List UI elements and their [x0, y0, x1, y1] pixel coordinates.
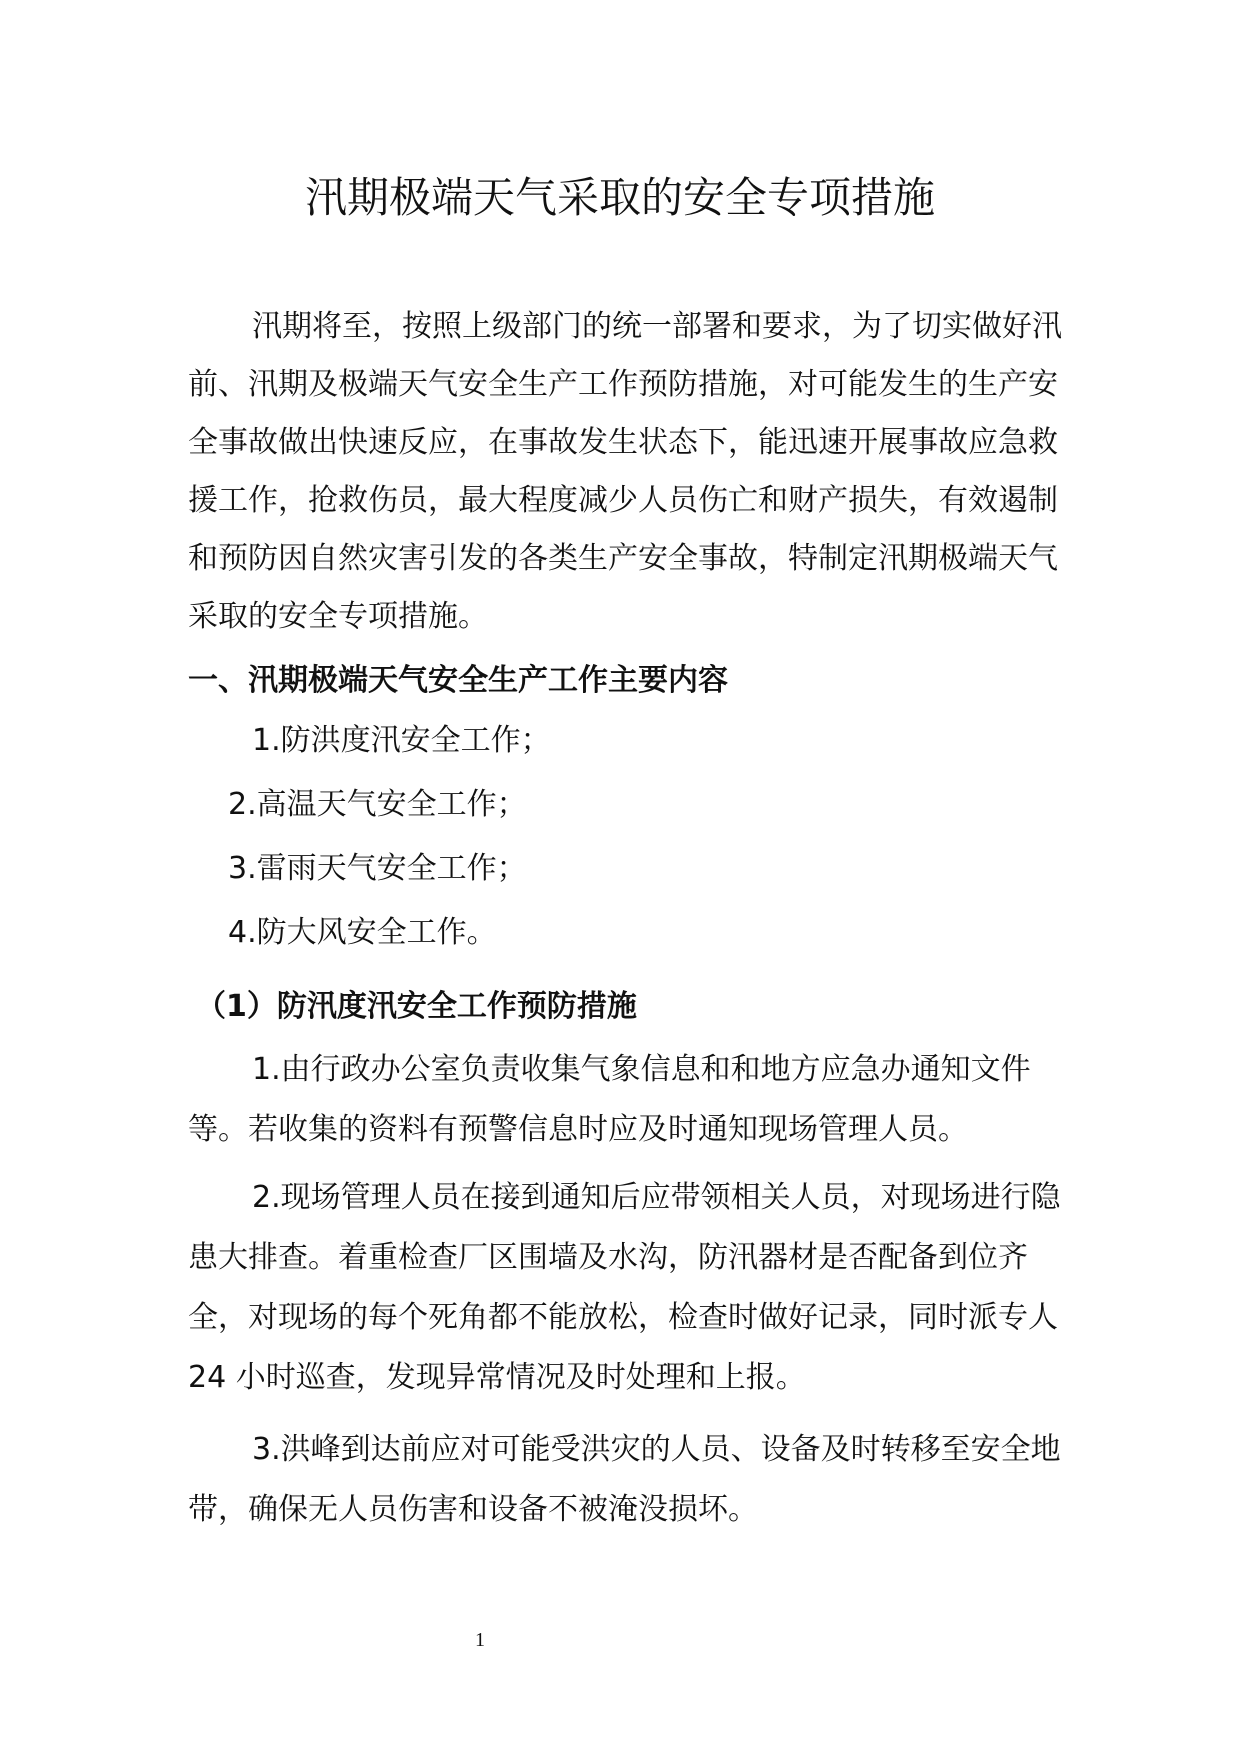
section-heading: 一、汛期极端天气安全生产工作主要内容 [188, 663, 728, 698]
list-item: 1.防洪度汛安全工作； [252, 723, 551, 758]
measure-paragraph: 1.由行政办公室负责收集气象信息和和地方应急办通知文件等。若收集的资料有预警信息时应及时通知现场管理人员。 [188, 1052, 1031, 1147]
list-item: 3.雷雨天气安全工作； [228, 851, 527, 886]
subsection-heading: （1）防汛度汛安全工作预防措施 [196, 989, 637, 1024]
intro-paragraph: 汛期将至，按照上级部门的统一部署和要求，为了切实做好汛前、汛期及极端天气安全生产工作预防措施，对可能发生的生产安全事故做出快速反应，在事故发生状态下，能迅速开展事故应急救援工作，抢救伤员，最大程度减少人员伤亡和财产损失，有效遏制和预防因自然灾害引发的各类生产安全事故，特制定汛期极端天气采取的安全专项措施。 [188, 309, 1062, 634]
measure-paragraph: 3.洪峰到达前应对可能受洪灾的人员、设备及时转移至安全地带，确保无人员伤害和设备不被淹没损坏。 [188, 1432, 1061, 1527]
measure-paragraph: 2.现场管理人员在接到通知后应带领相关人员，对现场进行隐患大排查。着重检查厂区围墙及水沟，防汛器材是否配备到位齐全，对现场的每个死角都不能放松，检查时做好记录，同时派专人 24 小时巡查，发现异常情况及时处理和上报。 [188, 1180, 1061, 1395]
page-number: 1 [475, 1629, 485, 1651]
list-item: 2.高温天气安全工作； [228, 787, 527, 822]
list-item: 4.防大风安全工作。 [228, 915, 497, 950]
document-title: 汛期极端天气采取的安全专项措施 [304, 173, 935, 222]
